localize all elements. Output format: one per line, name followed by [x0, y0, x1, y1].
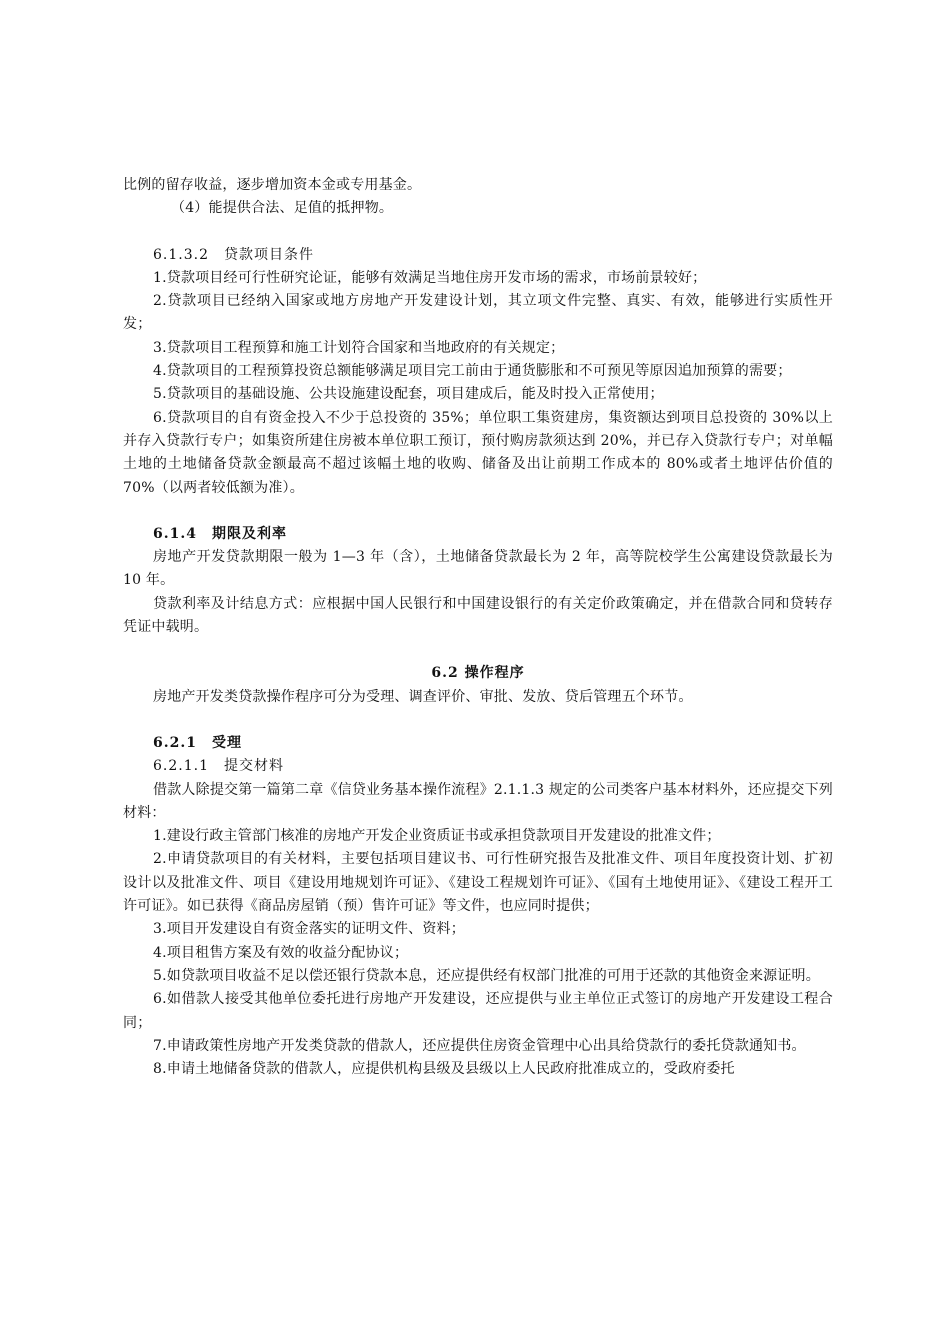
condition-item-1: 1.贷款项目经可行性研究论证，能够有效满足当地住房开发市场的需求，市场前景较好；: [153, 269, 707, 286]
interest-paragraph: 贷款利率及计结息方式：应根据中国人民银行和中国建设银行的有关定价政策确定，并在借款合同和贷转存凭证中载明。: [123, 595, 833, 636]
condition-item-2: 2.贷款项目已经纳入国家或地方房地产开发建设计划，其立项文件完整、真实、有效，能够进行实质性开发；: [123, 293, 833, 333]
condition-item-5: 5.贷款项目的基础设施、公共设施建设配套，项目建成后，能及时投入正常使用；: [153, 386, 664, 403]
material-item-2: 2.申请贷款项目的有关材料，主要包括项目建议书、可行性研究报告及批准文件、项目年度投资计划、扩初设计以及批准文件、项目《建设用地规划许可证》、《建设工程规划许可证》、《国有土地使用证》、《建设工程开工许可证》。如已获得《商品房屋销（预）售许可证》等文件，也应同时提供；: [123, 851, 833, 915]
condition-item-3: 3.贷款项目工程预算和施工计划符合国家和当地政府的有关规定；: [153, 339, 565, 356]
term-paragraph: 房地产开发贷款期限一般为 1—3 年（含），土地储备贷款最长为 2 年，高等院校学生公寓建设贷款最长为 10 年。: [123, 549, 833, 589]
heading-6-1-4: 6.1.4 期限及利率: [153, 525, 287, 542]
materials-intro: 借款人除提交第一篇第二章《信贷业务基本操作流程》2.1.1.3 规定的公司类客户基本材料外，还应提交下列材料：: [123, 781, 833, 821]
document-page: [123, 174, 833, 1081]
procedure-paragraph: 房地产开发类贷款操作程序可分为受理、调查评价、审批、发放、贷后管理五个环节。: [153, 688, 693, 705]
material-item-5: 5.如贷款项目收益不足以偿还银行贷款本息，还应提供经有权部门批准的可用于还款的其他资金来源证明。: [153, 967, 820, 984]
heading-6-2-1: 6.2.1 受理: [153, 734, 242, 751]
condition-item-6: 6.贷款项目的自有资金投入不少于总投资的 35%；单位职工集资建房，集资额达到项目总投资的 30%以上并存入贷款行专户；如集资所建住房被本单位职工预订，预付购房款须达到 20%，并已存入贷款行专户；对单幅土地的土地储备贷款金额最高不超过该幅土地的收购、储备及出让前期工作成本的 80%或者土地评估价值的 70%（以两者较低额为准）。: [123, 409, 833, 496]
material-item-4: 4.项目租售方案及有效的收益分配协议；: [153, 944, 409, 961]
material-item-1: 1.建设行政主管部门核准的房地产开发企业资质证书或承担贷款项目开发建设的批准文件；: [153, 828, 721, 845]
paragraph-collateral: （4）能提供合法、足值的抵押物。: [171, 200, 394, 217]
condition-item-4: 4.贷款项目的工程预算投资总额能够满足项目完工前由于通货膨胀和不可预见等原因追加预算的需要；: [153, 363, 792, 380]
heading-6-2-1-1: 6.2.1.1 提交材料: [153, 758, 284, 775]
material-item-8: 8.申请土地储备贷款的借款人，应提供机构县级及县级以上人民政府批准成立的，受政府委托: [153, 1061, 735, 1078]
material-item-3: 3.项目开发建设自有资金落实的证明文件、资料；: [153, 921, 465, 938]
material-item-7: 7.申请政策性房地产开发类贷款的借款人，还应提供住房资金管理中心出具给贷款行的委托贷款通知书。: [153, 1037, 806, 1054]
material-item-6: 6.如借款人接受其他单位委托进行房地产开发建设，还应提供与业主单位正式签订的房地产开发建设工程合同；: [123, 991, 833, 1031]
paragraph-continuation: 比例的留存收益，逐步增加资本金或专用基金。: [123, 177, 422, 193]
heading-6-2: 6.2 操作程序: [431, 665, 525, 682]
heading-6-1-3-2: 6.1.3.2 贷款项目条件: [153, 246, 314, 263]
